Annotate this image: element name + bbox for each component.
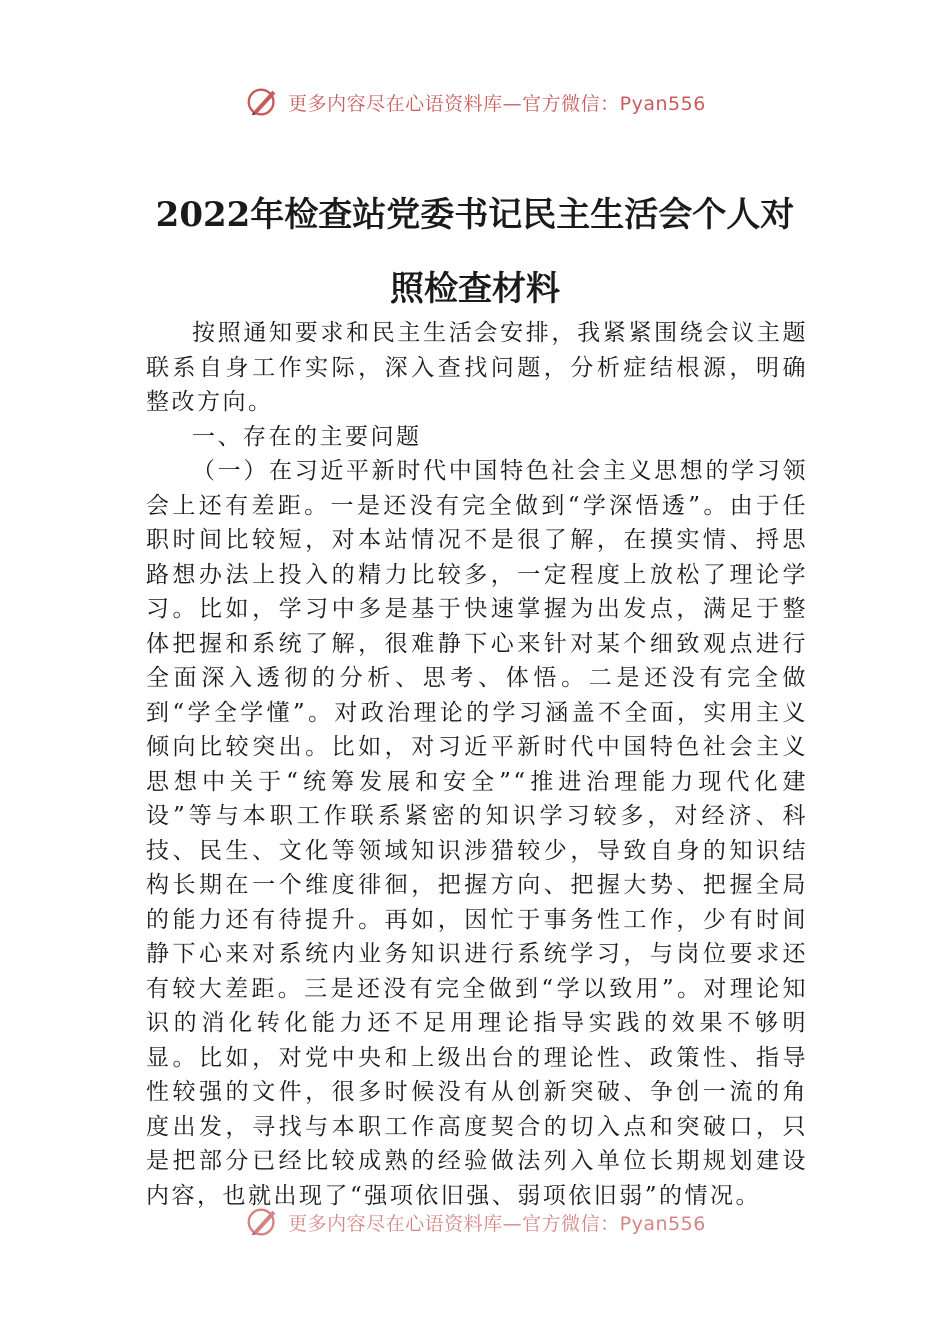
watermark-text: 更多内容尽在心语资料库—官方微信：Pyan556 bbox=[288, 1212, 706, 1235]
title-line-2: 照检查材料 bbox=[390, 269, 560, 309]
watermark-footer bbox=[0, 1202, 950, 1242]
body-paragraph: （一）在习近平新时代中国特色社会主义思想的学习领会上还有差距。一是还没有完全做到“学深悟透”。由于任职时间比较短，对本站情况不是很了解，在摸实情、捋思路想办法上投入的精力比较多，一定程度上放松了理论学习。比如，学习中多是基于快速掌握为出发点，满足于整体把握和系统了解，很难静下心来针对某个细致观点进行全面深入透彻的分析、思考、体悟。二是还没有完全做到“学全学懂”。对政治理论的学习涵盖不全面，实用主义倾向比较突出。比如，对习近平新时代中国特色社会主义思想中关于“统筹发展和安全”“推进治理能力现代化建设”等与本职工作联系紧密的知识学习较多，对经济、科技、民生、文化等领域知识涉猎较少，导致自身的知识结构长期在一个维度徘徊，把握方向、把握大势、把握全局的能力还有待提升。再如，因忙于事务性工作，少有时间静下心来对系统内业务知识进行系统学习，与岗位要求还有较大差距。三是还没有完全做到“学以致用”。对理论知识的消化转化能力还不足用理论指导实践的效果不够明显。比如，对党中央和上级出台的理论性、政策性、指导性较强的文件，很多时候没有从创新突破、争创一流的角度出发，寻找与本职工作高度契合的切入点和突破口，只是把部分已经比较成熟的经验做法列入单位长期规划建设内容，也就出现了“强项依旧强、弱项依旧弱”的情况。 bbox=[146, 458, 808, 1209]
document-title bbox=[100, 178, 850, 326]
pen-logo-icon bbox=[244, 1203, 282, 1241]
title-line-1: 2022年检查站党委书记民主生活会个人对 bbox=[155, 195, 795, 235]
watermark-text: 更多内容尽在心语资料库—官方微信：Pyan556 bbox=[288, 92, 706, 115]
document-body bbox=[146, 316, 808, 1213]
pen-logo-icon bbox=[244, 83, 282, 121]
section-heading: 一、存在的主要问题 bbox=[192, 423, 422, 450]
watermark-header bbox=[0, 82, 950, 122]
intro-paragraph: 按照通知要求和民主生活会安排，我紧紧围绕会议主题联系自身工作实际，深入查找问题，分析症结根源，明确整改方向。 bbox=[146, 320, 808, 415]
